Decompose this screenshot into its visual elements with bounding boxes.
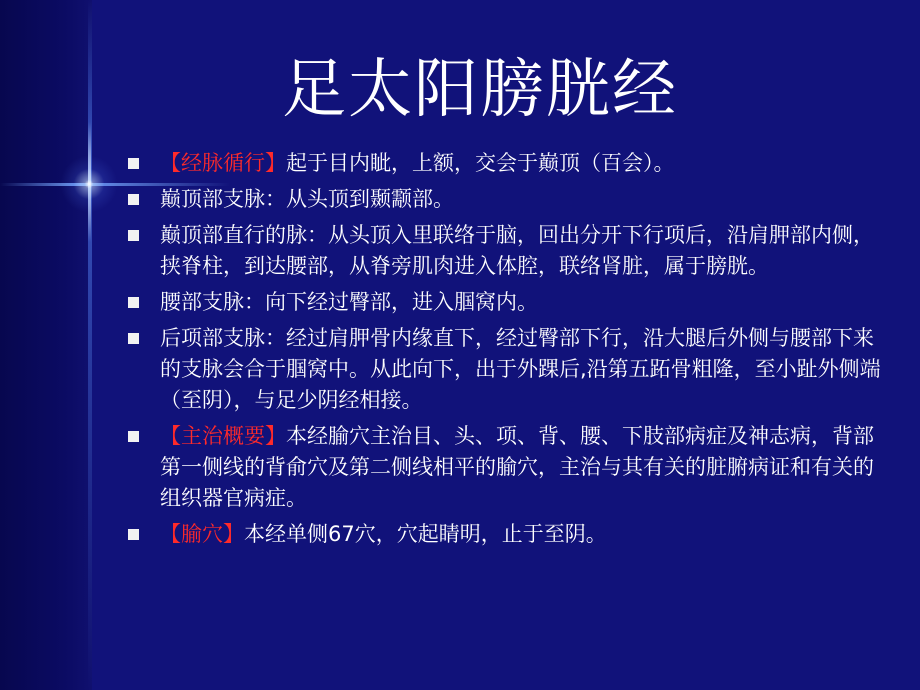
item-text: 腰部支脉：向下经过臀部，进入腘窝内。 — [160, 290, 538, 314]
left-decorative-band — [0, 0, 92, 690]
item-tag: 【主治概要】 — [160, 424, 286, 448]
item-text: 后项部支脉：经过肩胛骨内缘直下，经过臀部下行，沿大腿后外侧与腰部下来的支脉会合于腘窝中。从此向下，出于外踝后,沿第五跖骨粗隆，至小趾外侧端（至阴），与足少阴经相接。 — [160, 326, 881, 412]
item-text: 本经单侧67穴，穴起睛明，止于至阴。 — [244, 522, 607, 546]
list-item-vertex-branch — [118, 184, 888, 215]
square-bullet-icon — [128, 194, 139, 205]
item-tag: 【经脉循行】 — [160, 151, 286, 175]
square-bullet-icon — [128, 297, 139, 308]
item-tag: 【腧穴】 — [160, 522, 244, 546]
square-bullet-icon — [128, 431, 139, 442]
square-bullet-icon — [128, 158, 139, 169]
square-bullet-icon — [128, 529, 139, 540]
item-text: 本经腧穴主治目、头、项、背、腰、下肢部病症及神志病，背部第一侧线的背俞穴及第二侧线相平的腧穴，主治与其有关的脏腑病证和有关的组织器官病症。 — [160, 424, 874, 510]
item-text: 起于目内眦，上额，交会于巅顶（百会）。 — [286, 151, 675, 175]
list-item-meridian-course — [118, 148, 888, 179]
list-item-nape-branch — [118, 323, 888, 416]
bullet-list — [118, 148, 888, 555]
vertical-glow-line — [88, 0, 92, 690]
slide-title: 足太阳膀胱经 — [282, 53, 678, 127]
item-text: 巅顶部支脉：从头顶到颞颥部。 — [160, 187, 454, 211]
list-item-lumbar-branch — [118, 287, 888, 318]
list-item-acupoints — [118, 519, 888, 550]
item-text: 巅顶部直行的脉：从头顶入里联络于脑，回出分开下行项后，沿肩胛部内侧，挟脊柱，到达腰部，从脊旁肌肉进入体腔，联络肾脏，属于膀胱。 — [160, 223, 874, 278]
square-bullet-icon — [128, 333, 139, 344]
square-bullet-icon — [128, 230, 139, 241]
list-item-indications — [118, 421, 888, 514]
list-item-vertex-direct — [118, 220, 888, 282]
star-flare-icon — [58, 153, 120, 215]
